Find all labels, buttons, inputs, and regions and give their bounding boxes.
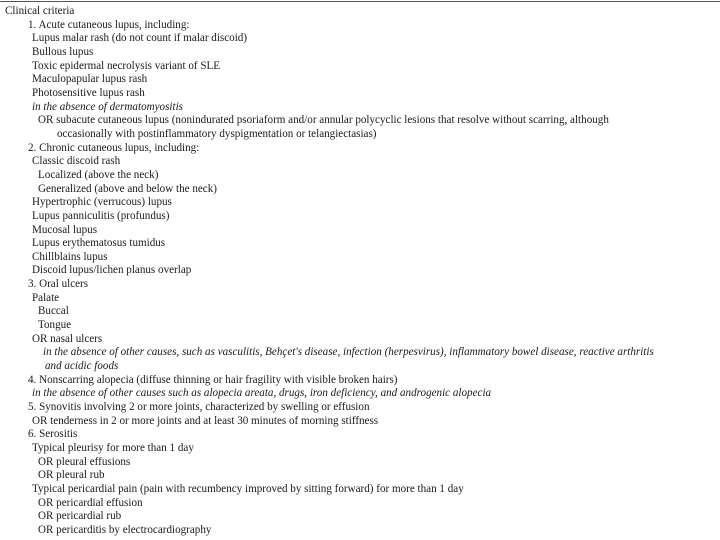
list-item: Toxic epidermal necrolysis variant of SLE — [32, 59, 221, 72]
sub-list-item: Generalized (above and below the neck) — [38, 182, 217, 195]
sub-list-item: OR pericarditis by electrocardiography — [38, 523, 212, 536]
list-item: Typical pericardial pain (pain with recumbency improved by sitting forward) for more than 1 day — [32, 482, 464, 495]
criterion-heading: 4. Nonscarring alopecia (diffuse thinning or hair fragility with visible broken hairs) — [28, 373, 398, 386]
sub-list-item: Localized (above the neck) — [38, 168, 159, 181]
list-item: Lupus panniculitis (profundus) — [32, 209, 170, 222]
list-item: OR tenderness in 2 or more joints and at least 30 minutes of morning stiffness — [32, 414, 379, 427]
qualifier-note: in the absence of other causes such as alopecia areata, drugs, iron deficiency, and androgenic alopecia — [32, 387, 492, 400]
list-item: Mucosal lupus — [32, 223, 98, 236]
list-item: Lupus malar rash (do not count if malar discoid) — [32, 32, 248, 45]
list-item: Lupus erythematosus tumidus — [32, 237, 166, 250]
list-item: Classic discoid rash — [32, 155, 121, 168]
criterion-heading: 5. Synovitis involving 2 or more joints, characterized by swelling or effusion — [28, 401, 370, 414]
list-item: Typical pleurisy for more than 1 day — [32, 442, 194, 454]
list-item: Hypertrophic (verrucous) lupus — [32, 196, 172, 209]
criterion-heading: 3. Oral ulcers — [28, 278, 89, 291]
criterion-heading: 6. Serositis — [28, 428, 78, 441]
top-rule — [0, 1, 720, 2]
criteria-document — [5, 5, 717, 538]
qualifier-note: in the absence of dermatomyositis — [32, 100, 183, 113]
list-item: Chillblains lupus — [32, 250, 108, 263]
list-item: Palate — [32, 291, 60, 304]
sub-list-item: OR pericardial rub — [38, 510, 122, 523]
sub-list-item: Tongue — [38, 319, 72, 332]
criterion-heading: 1. Acute cutaneous lupus, including: — [28, 18, 190, 31]
section-heading: Clinical criteria — [5, 5, 75, 17]
list-item-continuation: occasionally with postinflammatory dyspigmentation or telangiectasias) — [57, 127, 377, 140]
sub-list-item: OR pericardial effusion — [38, 496, 143, 509]
list-item: Maculopapular lupus rash — [32, 73, 148, 86]
list-item: Bullous lupus — [32, 45, 94, 58]
sub-list-item: Buccal — [38, 305, 69, 318]
sub-list-item: OR pleural rub — [38, 469, 105, 482]
qualifier-note-continuation: and acidic foods — [45, 360, 119, 373]
qualifier-note: in the absence of other causes, such as vasculitis, Behçet's disease, infection (herpesvirus), inflammatory bowel disease, reactive arthritis — [43, 346, 654, 359]
list-item: OR subacute cutaneous lupus (nonindurated psoriaform and/or annular polycyclic lesions that resolve without scarring, although — [38, 114, 609, 127]
criterion-heading: 2. Chronic cutaneous lupus, including: — [28, 141, 200, 154]
list-item: Discoid lupus/lichen planus overlap — [32, 264, 192, 277]
list-item: Photosensitive lupus rash — [32, 86, 145, 99]
sub-list-item: OR pleural effusions — [38, 455, 131, 468]
list-item: OR nasal ulcers — [32, 332, 103, 345]
